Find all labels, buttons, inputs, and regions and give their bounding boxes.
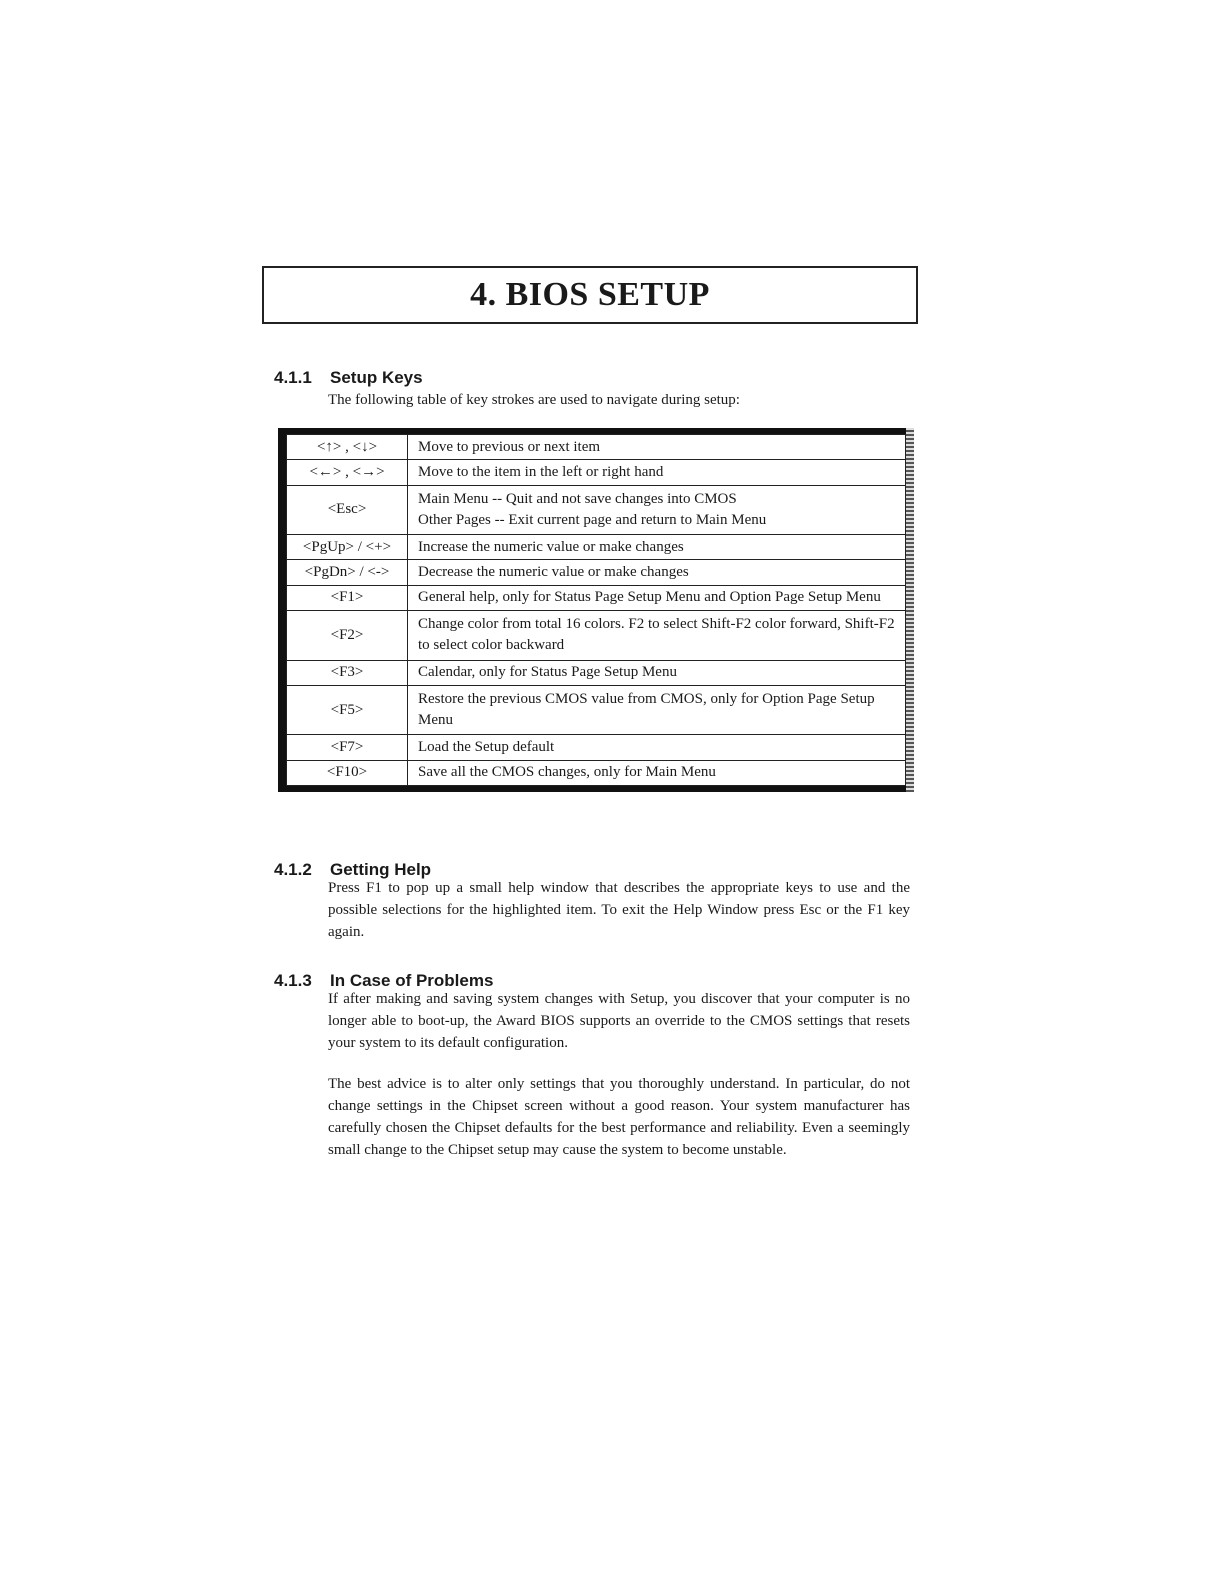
description-cell [408,560,906,585]
description-cell [408,460,906,485]
key-cell: <Esc> [287,485,408,534]
description-cell [408,585,906,610]
description-line: General help, only for Status Page Setup Menu and Option Page Setup Menu [418,589,881,606]
description-line: Restore the previous CMOS value from CMOS, only for Option Page Setup Menu [418,691,875,729]
section-title: Setup Keys [330,368,423,387]
key-cell: <F2> [287,611,408,660]
description-line: Calendar, only for Status Page Setup Menu [418,664,677,681]
key-cell: <PgUp> / <+> [287,535,408,560]
problems-paragraph-2: The best advice is to alter only settings that you thoroughly understand. In particular, do not change settings in the Chipset screen without a good reason. Your system manufacturer has carefully chosen the Chipset defaults for the best performance and reliability. Even a seemingly small change to the Chipset setup may cause the system to become unstable. [328,1076,910,1158]
chapter-title: 4. BIOS SETUP [470,276,710,313]
description-cell [408,735,906,760]
section-number: 4.1.2 [274,860,312,879]
table-row [287,660,906,685]
key-cell: <F10> [287,760,408,785]
key-cell: <F3> [287,660,408,685]
description-line: Load the Setup default [418,738,555,755]
problems-paragraph-1: If after making and saving system changes with Setup, you discover that your computer is no longer able to boot-up, the Award BIOS supports an override to the CMOS settings that resets your system to its default configuration. [328,991,910,1051]
description-line: Main Menu -- Quit and not save changes into CMOS [418,490,737,507]
table-row [287,435,906,460]
chapter-title-box [262,266,918,324]
key-cell: <F1> [287,585,408,610]
table-row [287,535,906,560]
description-cell [408,485,906,534]
description-cell [408,611,906,660]
table-row [287,460,906,485]
table-row [287,585,906,610]
section-number: 4.1.1 [274,368,312,387]
key-cell: <F7> [287,735,408,760]
key-cell: <F5> [287,685,408,734]
description-line: Move to previous or next item [418,438,601,455]
description-line: Save all the CMOS changes, only for Main Menu [418,764,716,781]
table-row [287,735,906,760]
description-cell [408,660,906,685]
section-heading-setup-keys [274,368,423,388]
table-row [287,485,906,534]
setup-keys-table [286,434,906,786]
table-row [287,611,906,660]
key-cell: <←> , <→> [287,460,408,485]
key-cell: <↑> , <↓> [287,435,408,460]
setup-keys-table-frame [278,428,914,792]
description-line: Change color from total 16 colors. F2 to select Shift-F2 color forward, Shift-F2 to select color backward [418,616,895,654]
description-cell [408,685,906,734]
description-line: Decrease the numeric value or make changes [418,564,689,581]
table-row [287,685,906,734]
table-row [287,560,906,585]
description-cell [408,760,906,785]
getting-help-paragraph: Press F1 to pop up a small help window that describes the appropriate keys to use and the possible selections for the highlighted item. To exit the Help Window press Esc or the F1 key again. [328,880,910,940]
description-line: Move to the item in the left or right hand [418,463,664,480]
section-title: Getting Help [330,860,432,879]
setup-keys-intro: The following table of key strokes are used to navigate during setup: [328,392,740,408]
description-line: Increase the numeric value or make changes [418,538,684,555]
table-row [287,760,906,785]
description-line: Other Pages -- Exit current page and return to Main Menu [418,511,767,528]
section-title: In Case of Problems [330,971,494,990]
key-cell: <PgDn> / <-> [287,560,408,585]
table-frame-texture [906,428,914,792]
description-cell [408,535,906,560]
section-number: 4.1.3 [274,971,312,990]
description-cell [408,435,906,460]
